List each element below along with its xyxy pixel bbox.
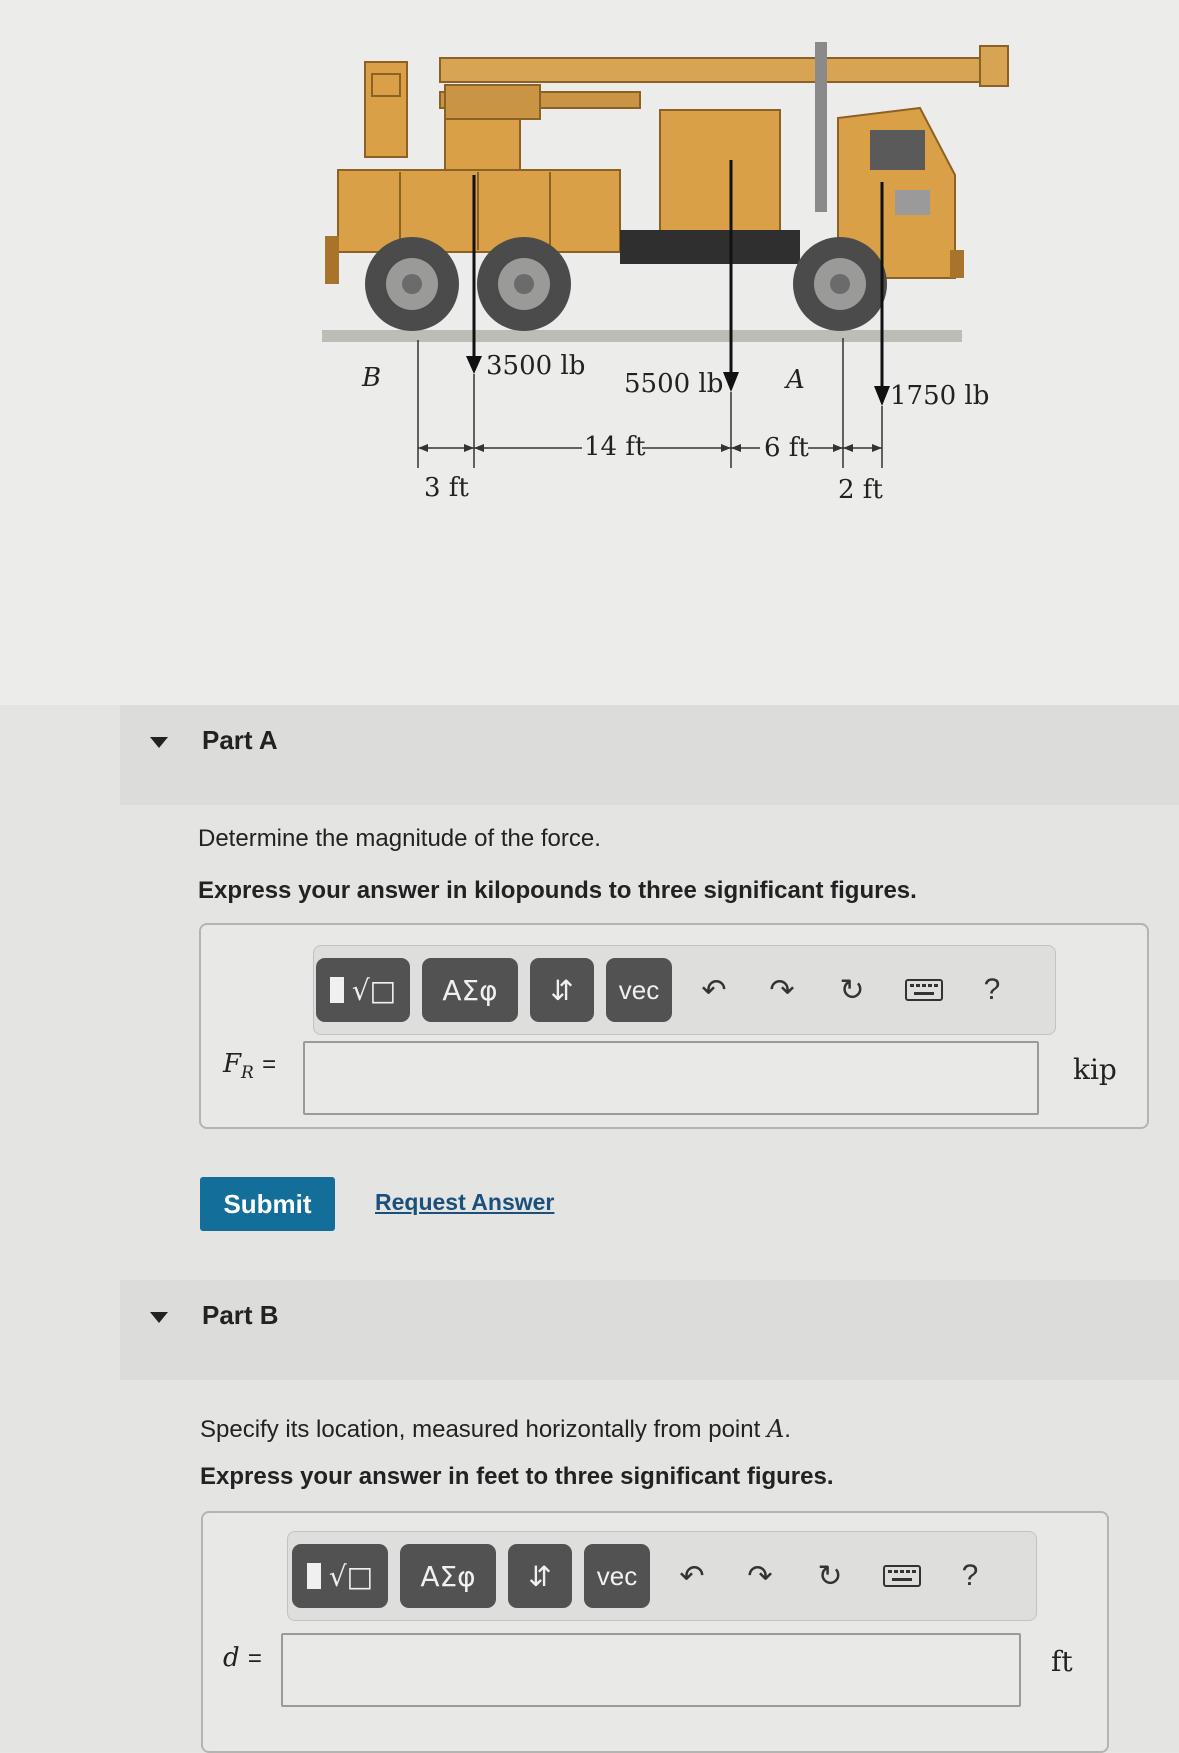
greek-symbols-button[interactable]: ΑΣφ [422, 958, 518, 1022]
reset-icon[interactable]: ↻ [839, 972, 865, 1008]
part-b-answer-input[interactable] [281, 1633, 1021, 1707]
part-a-math-toolbar [313, 945, 1056, 1035]
part-a-header[interactable] [120, 705, 1179, 805]
part-b-math-toolbar [287, 1531, 1037, 1621]
question-panel [0, 705, 1179, 1752]
label-force-3500: 3500 lb [486, 351, 586, 381]
reset-icon[interactable]: ↻ [817, 1558, 843, 1594]
equals-sign: = [262, 1051, 277, 1078]
templates-button[interactable] [316, 958, 410, 1022]
template-block-icon [307, 1563, 321, 1589]
part-a-answer-input[interactable] [303, 1041, 1039, 1115]
wheel-rear-1 [365, 237, 459, 331]
label-dim-6ft: 6 ft [764, 433, 809, 463]
variable-f: F [223, 1049, 242, 1079]
wheel-front [793, 237, 887, 331]
templates-button[interactable] [292, 1544, 388, 1608]
template-block-icon [330, 977, 344, 1003]
part-b-prompt-suffix: . [784, 1416, 791, 1443]
label-force-5500: 5500 lb [624, 369, 724, 399]
help-button[interactable]: ? [983, 973, 1001, 1006]
help-button[interactable]: ? [961, 1559, 979, 1592]
vector-button[interactable]: vec [606, 958, 672, 1022]
part-b-unit: ft [1051, 1645, 1073, 1678]
redo-icon[interactable]: ↷ [769, 972, 795, 1008]
collapse-triangle-icon[interactable] [150, 737, 168, 748]
wheel-rear-2 [477, 237, 571, 331]
part-b-title: Part B [202, 1300, 279, 1330]
part-a-title: Part A [202, 725, 278, 755]
arrows-button[interactable]: ⇵ [508, 1544, 572, 1608]
greek-symbols-button[interactable]: ΑΣφ [400, 1544, 496, 1608]
keyboard-icon[interactable] [880, 1556, 924, 1596]
redo-icon[interactable]: ↷ [747, 1558, 773, 1594]
label-dim-3ft: 3 ft [424, 473, 469, 503]
part-b-prompt [200, 1415, 791, 1444]
part-a-prompt: Determine the magnitude of the force. [198, 825, 601, 852]
templates-label: √□ [328, 1559, 374, 1593]
problem-figure [0, 0, 1179, 705]
undo-icon[interactable]: ↶ [701, 972, 727, 1008]
part-b-instruction: Express your answer in feet to three significant figures. [200, 1463, 834, 1490]
part-b-variable-label [223, 1643, 262, 1673]
equals-sign: = [247, 1645, 262, 1672]
request-answer-link[interactable]: Request Answer [375, 1189, 555, 1215]
collapse-triangle-icon[interactable] [150, 1312, 168, 1323]
boom-arm [440, 58, 1000, 82]
label-force-1750: 1750 lb [890, 381, 990, 411]
part-b-answer-box [201, 1511, 1109, 1753]
label-dim-2ft: 2 ft [838, 475, 883, 505]
undo-icon[interactable]: ↶ [679, 1558, 705, 1594]
variable-subscript: R [241, 1063, 254, 1083]
truck-diagram [0, 0, 1179, 705]
part-a-instruction: Express your answer in kilopounds to three significant figures. [198, 877, 917, 904]
arrows-button[interactable]: ⇵ [530, 958, 594, 1022]
label-point-b: B [362, 363, 382, 393]
variable-d: d [223, 1643, 240, 1673]
part-b-prompt-text: Specify its location, measured horizontally from point [200, 1416, 767, 1443]
submit-button[interactable]: Submit [200, 1177, 335, 1231]
label-point-a: A [786, 365, 805, 395]
part-a-unit: kip [1073, 1053, 1117, 1086]
part-a-answer-box [199, 923, 1149, 1129]
part-b-prompt-point: A [766, 1415, 785, 1443]
vector-button[interactable]: vec [584, 1544, 650, 1608]
boom-post [815, 42, 827, 212]
templates-label: √□ [351, 973, 397, 1007]
part-a-variable-label [223, 1049, 276, 1083]
part-b-header[interactable] [120, 1280, 1179, 1380]
label-dim-14ft: 14 ft [584, 432, 646, 462]
keyboard-icon[interactable] [902, 970, 946, 1010]
